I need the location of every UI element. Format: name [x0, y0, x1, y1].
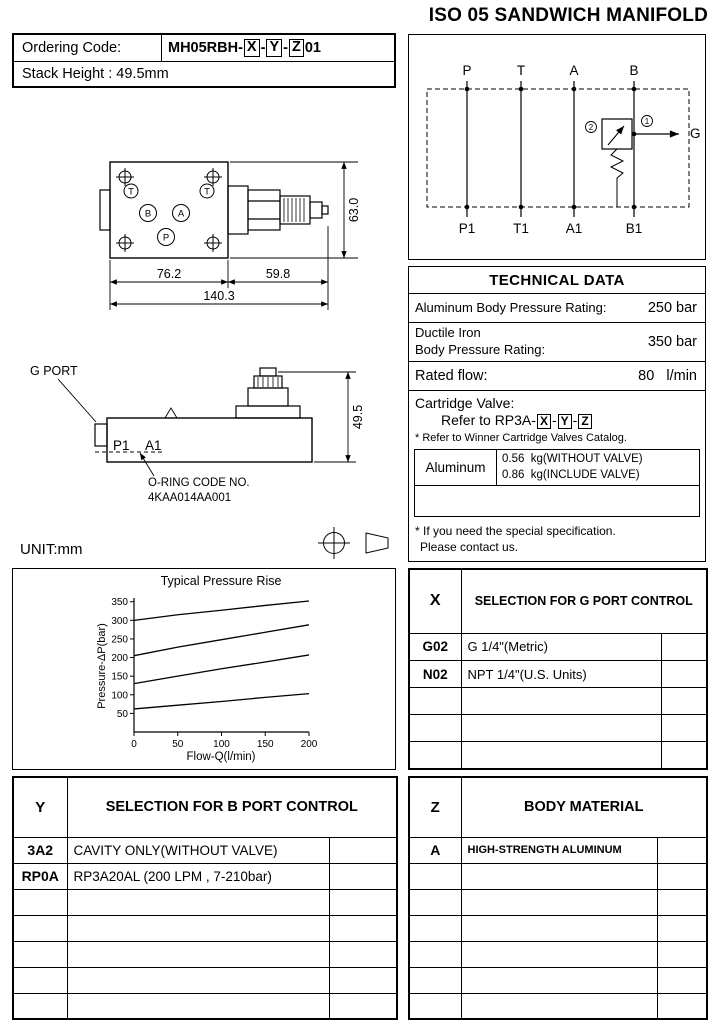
chart-x-axis-label: Flow-Q(l/min): [186, 751, 256, 763]
junction-dots: [465, 87, 637, 210]
y-table-code-header: Y: [13, 777, 67, 837]
aluminum-pressure-row: [409, 294, 705, 323]
hydraulic-schematic-box: [408, 34, 706, 260]
dim-63-0: 63.0: [347, 197, 361, 223]
ordering-code-sep2: -: [283, 40, 288, 56]
svg-text:50: 50: [116, 708, 128, 720]
dim-76-2: 76.2: [156, 267, 182, 281]
hydraulic-schematic: [409, 35, 704, 258]
svg-text:250: 250: [111, 634, 128, 646]
technical-data-box: [408, 266, 706, 562]
weight-table: [414, 449, 700, 517]
ordering-code-x: X: [244, 39, 260, 57]
special-spec-footnote: [409, 517, 705, 555]
g-port-leader: [58, 379, 96, 422]
port-p1-label: P1: [113, 438, 130, 453]
marker-1-number: 1: [644, 117, 650, 126]
sandwich-plate-outline: [107, 418, 312, 462]
stack-height-label: Stack Height : 49.5mm: [22, 66, 169, 82]
manifold-boundary-dashed: [427, 89, 689, 207]
aluminum-pressure-label: Aluminum Body Pressure Rating:: [415, 299, 607, 315]
pressure-rise-chart-box: [12, 568, 396, 770]
top-view-drawing: [12, 120, 396, 326]
cartridge-valve-title: Cartridge Valve:: [415, 395, 515, 411]
schematic-label-t: T: [516, 63, 526, 78]
schematic-label-p1: P1: [458, 221, 476, 236]
cartridge-valve-top-view: [228, 186, 328, 234]
x-row-extra: [661, 633, 707, 660]
surface-mark: [165, 408, 177, 418]
schematic-g-label: G: [690, 126, 701, 141]
table-row: [409, 837, 707, 863]
table-row-empty: [409, 915, 707, 941]
table-row-empty: [13, 993, 397, 1019]
port-b-label: B: [144, 208, 152, 220]
dimension-lines: [110, 162, 358, 310]
x-row-code: N02: [409, 660, 461, 687]
cartridge-catalog-note: * Refer to Winner Cartridge Valves Catalog.: [415, 432, 627, 445]
table-row-empty: [409, 688, 707, 715]
dim-140-3: 140.3: [203, 289, 235, 303]
g-port-boss-side: [95, 424, 107, 446]
cartridge-z: Z: [578, 414, 591, 429]
cartridge-valve-section: [409, 391, 705, 446]
svg-text:100: 100: [111, 690, 128, 702]
footnote-line2: Please contact us.: [420, 540, 519, 555]
port-p-label: P: [162, 232, 170, 244]
cartridge-valve-side-view: [236, 368, 300, 418]
dimension-drawings: [12, 92, 396, 566]
ordering-code-y: Y: [266, 39, 282, 57]
y-row-code: 3A2: [13, 837, 67, 863]
table-row-empty: [409, 967, 707, 993]
stack-height-dimension: [278, 372, 356, 462]
projection-symbol: [314, 524, 394, 562]
y-row-desc: CAVITY ONLY(WITHOUT VALVE): [67, 837, 329, 863]
port-a-label: A: [177, 208, 185, 220]
schematic-label-b1: B1: [625, 221, 643, 236]
x-table-title: SELECTION FOR G PORT CONTROL: [461, 569, 707, 633]
y-row-extra: [329, 837, 397, 863]
ordering-code-value: [161, 35, 394, 61]
aluminum-pressure-value: 250 bar: [647, 300, 697, 316]
z-table-code-header: Z: [409, 777, 461, 837]
y-table-title: SELECTION FOR B PORT CONTROL: [67, 777, 397, 837]
rated-flow-label: Rated flow:: [415, 367, 488, 384]
technical-data-title: TECHNICAL DATA: [409, 267, 705, 294]
table-row: [13, 837, 397, 863]
rated-flow-value: 80 l/min: [638, 368, 697, 384]
table-row: [409, 660, 707, 687]
port-a1-label: A1: [145, 438, 162, 453]
svg-text:150: 150: [111, 671, 128, 683]
unit-label: UNIT:mm: [20, 541, 83, 558]
chart-axes: [134, 598, 309, 732]
x-row-desc: NPT 1/4"(U.S. Units): [461, 660, 661, 687]
svg-text:200: 200: [300, 739, 318, 750]
chart-y-axis-label: Pressure-ΔP(bar): [96, 623, 108, 709]
cartridge-x: X: [537, 414, 551, 429]
port-t-left-label: T: [128, 186, 134, 198]
z-table-title: BODY MATERIAL: [461, 777, 707, 837]
port-t-right-label: T: [204, 186, 210, 198]
rated-flow-row: [409, 362, 705, 391]
ordering-code-sep1: -: [260, 40, 266, 56]
ordering-code-prefix: MH05RBH-: [168, 40, 243, 56]
schematic-label-a: A: [569, 63, 579, 78]
schematic-label-a1: A1: [565, 221, 583, 236]
ordering-code-label: Ordering Code:: [22, 40, 122, 56]
z-row-extra: [657, 837, 707, 863]
z-row-code: A: [409, 837, 461, 863]
dim-49-5: 49.5: [351, 404, 365, 430]
svg-text:350: 350: [111, 597, 128, 609]
ductile-iron-label-line2: Body Pressure Rating:: [415, 342, 546, 357]
svg-text:100: 100: [213, 739, 230, 750]
ductile-iron-pressure-value: 350 bar: [647, 334, 697, 350]
table-row-empty: [13, 889, 397, 915]
y-row-desc: RP3A20AL (200 LPM , 7-210bar): [67, 863, 329, 889]
z-row-desc: HIGH-STRENGTH ALUMINUM: [461, 837, 657, 863]
ductile-iron-pressure-row: [409, 323, 705, 362]
x-row-extra: [661, 660, 707, 687]
dim-59-8: 59.8: [265, 267, 291, 281]
ordering-code-z: Z: [289, 39, 304, 57]
table-row-empty: [409, 941, 707, 967]
x-row-code: G02: [409, 633, 461, 660]
table-row-empty: [409, 993, 707, 1019]
table-row-empty: [409, 715, 707, 742]
oring-leader: [140, 453, 154, 476]
pressure-rise-chart: [13, 569, 394, 768]
manifold-body-outline: [110, 162, 228, 258]
z-body-material-table: [408, 776, 708, 1020]
weight-include-valve: 0.86 kg(INCLUDE VALVE): [502, 468, 640, 481]
table-row-empty: [409, 889, 707, 915]
side-view-drawing: [12, 358, 396, 544]
weight-material: Aluminum: [415, 450, 497, 485]
cartridge-refer-prefix: Refer to RP3A-: [441, 412, 536, 428]
y-row-extra: [329, 863, 397, 889]
weight-table-empty-row: [415, 486, 699, 516]
cartridge-y: Y: [558, 414, 572, 429]
svg-text:0: 0: [131, 739, 137, 750]
g-port-boss: [100, 190, 110, 230]
cartridge-valve-refer: [415, 412, 699, 429]
chart-title: Typical Pressure Rise: [160, 574, 282, 588]
ductile-iron-label-line1: Ductile Iron: [415, 325, 481, 341]
cartridge-sep2: -: [572, 412, 578, 428]
svg-text:50: 50: [172, 739, 184, 750]
table-row-empty: [13, 967, 397, 993]
relief-valve-arrow: [608, 126, 624, 145]
ordering-code-box: [12, 33, 396, 88]
x-table-code-header: X: [409, 569, 461, 633]
oring-code-number: 4KAA014AA001: [148, 492, 232, 504]
relief-valve-spring: [611, 149, 623, 178]
weight-without-valve: 0.56 kg(WITHOUT VALVE): [502, 453, 643, 466]
svg-text:300: 300: [111, 615, 128, 627]
footnote-line1: * If you need the special specification.: [415, 524, 616, 539]
x-row-desc: G 1/4"(Metric): [461, 633, 661, 660]
y-selection-table: [12, 776, 398, 1020]
table-row-empty: [13, 941, 397, 967]
schematic-label-p: P: [462, 63, 472, 78]
ordering-code-suffix: 01: [304, 40, 321, 56]
table-row-empty: [13, 915, 397, 941]
marker-2-number: 2: [588, 123, 594, 132]
schematic-label-b: B: [629, 63, 639, 78]
table-row: [13, 863, 397, 889]
oring-code-label: O-RING CODE NO.: [148, 477, 250, 489]
x-selection-table: [408, 568, 708, 770]
g-port-callout: G PORT: [30, 364, 78, 378]
table-row: [409, 633, 707, 660]
table-row-empty: [409, 863, 707, 889]
cartridge-sep1: -: [551, 412, 557, 428]
table-row-empty: [409, 742, 707, 769]
svg-text:150: 150: [256, 739, 274, 750]
schematic-label-t1: T1: [513, 221, 529, 236]
svg-text:200: 200: [111, 653, 128, 665]
page-title: ISO 05 SANDWICH MANIFOLD: [428, 5, 708, 26]
y-row-code: RP0A: [13, 863, 67, 889]
